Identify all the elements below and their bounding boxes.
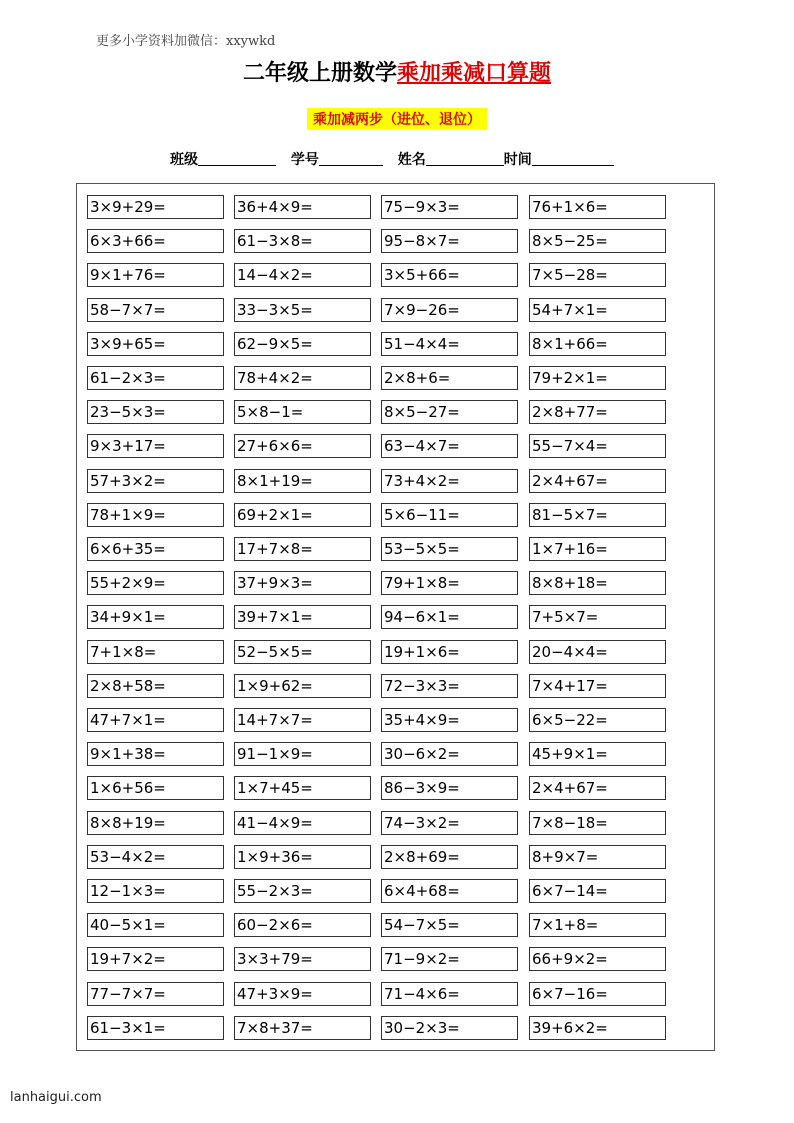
problem-cell: 7+1×8= [87, 640, 224, 664]
problem-cell: 5×6−11= [381, 503, 518, 527]
title-prefix: 二年级上册数学 [242, 61, 397, 86]
problem-cell: 1×9+36= [234, 845, 371, 869]
problem-cell: 52−5×5= [234, 640, 371, 664]
problem-cell: 7×1+8= [529, 913, 666, 937]
problem-cell: 8×8+18= [529, 571, 666, 595]
problem-cell: 53−4×2= [87, 845, 224, 869]
header-note: 更多小学资料加微信：xxywkd [96, 34, 276, 49]
problem-cell: 51−4×4= [381, 332, 518, 356]
student-info-row [170, 149, 614, 169]
problem-cell: 7×4+17= [529, 674, 666, 698]
problem-cell: 14+7×7= [234, 708, 371, 732]
problem-cell: 57+3×2= [87, 469, 224, 493]
problem-cell: 37+9×3= [234, 571, 371, 595]
footer-watermark: lanhaigui.com [10, 1090, 102, 1105]
problem-cell: 3×9+29= [87, 195, 224, 219]
problem-cell: 78+4×2= [234, 366, 371, 390]
page-title [0, 56, 794, 87]
problem-cell: 72−3×3= [381, 674, 518, 698]
problem-cell: 69+2×1= [234, 503, 371, 527]
problem-cell: 63−4×7= [381, 434, 518, 458]
problem-cell: 81−5×7= [529, 503, 666, 527]
problem-cell: 14−4×2= [234, 263, 371, 287]
problem-cell: 2×4+67= [529, 776, 666, 800]
problem-cell: 6×6+35= [87, 537, 224, 561]
problem-cell: 55−7×4= [529, 434, 666, 458]
problem-cell: 55−2×3= [234, 879, 371, 903]
problem-cell: 61−3×1= [87, 1016, 224, 1040]
problem-cell: 6×7−16= [529, 982, 666, 1006]
problem-cell: 20−4×4= [529, 640, 666, 664]
subtitle-wrap [0, 108, 794, 130]
problem-cell: 39+6×2= [529, 1016, 666, 1040]
problem-cell: 7×8−18= [529, 811, 666, 835]
class-blank[interactable] [198, 151, 276, 166]
problem-cell: 8×1+66= [529, 332, 666, 356]
problem-cell: 79+2×1= [529, 366, 666, 390]
problem-cell: 33−3×5= [234, 298, 371, 322]
problem-cell: 7×5−28= [529, 263, 666, 287]
problem-cell: 77−7×7= [87, 982, 224, 1006]
title-highlight: 乘加乘减口算题 [397, 61, 552, 86]
problem-cell: 73+4×2= [381, 469, 518, 493]
problem-cell: 62−9×5= [234, 332, 371, 356]
problem-cell: 54−7×5= [381, 913, 518, 937]
problem-cell: 30−6×2= [381, 742, 518, 766]
problem-cell: 91−1×9= [234, 742, 371, 766]
problem-cell: 39+7×1= [234, 605, 371, 629]
problem-cell: 61−3×8= [234, 229, 371, 253]
problem-cell: 2×8+6= [381, 366, 518, 390]
problem-cell: 8×5−25= [529, 229, 666, 253]
problem-cell: 41−4×9= [234, 811, 371, 835]
problem-cell: 34+9×1= [87, 605, 224, 629]
problem-cell: 8×8+19= [87, 811, 224, 835]
problem-cell: 86−3×9= [381, 776, 518, 800]
problem-cell: 19+7×2= [87, 947, 224, 971]
problem-cell: 76+1×6= [529, 195, 666, 219]
name-label: 姓名 [397, 152, 426, 168]
problem-cell: 40−5×1= [87, 913, 224, 937]
problem-cell: 6×3+66= [87, 229, 224, 253]
time-label: 时间 [503, 152, 532, 168]
problem-cell: 55+2×9= [87, 571, 224, 595]
problem-cell: 1×9+62= [234, 674, 371, 698]
problem-cell: 75−9×3= [381, 195, 518, 219]
problem-cell: 8×5−27= [381, 400, 518, 424]
problem-cell: 58−7×7= [87, 298, 224, 322]
problem-cell: 71−4×6= [381, 982, 518, 1006]
problem-cell: 6×5−22= [529, 708, 666, 732]
problem-cell: 7×9−26= [381, 298, 518, 322]
problem-cell: 2×8+69= [381, 845, 518, 869]
problem-cell: 78+1×9= [87, 503, 224, 527]
problem-cell: 3×3+79= [234, 947, 371, 971]
problem-cell: 19+1×6= [381, 640, 518, 664]
problem-cell: 12−1×3= [87, 879, 224, 903]
problem-cell: 95−8×7= [381, 229, 518, 253]
id-blank[interactable] [319, 151, 383, 166]
problem-cell: 30−2×3= [381, 1016, 518, 1040]
problem-cell: 79+1×8= [381, 571, 518, 595]
problem-cell: 1×7+45= [234, 776, 371, 800]
problem-cell: 3×9+65= [87, 332, 224, 356]
subtitle: 乘加减两步（进位、退位） [307, 108, 487, 130]
problem-cell: 1×6+56= [87, 776, 224, 800]
problem-cell: 9×3+17= [87, 434, 224, 458]
problem-cell: 23−5×3= [87, 400, 224, 424]
problem-cell: 54+7×1= [529, 298, 666, 322]
problem-cell: 2×8+77= [529, 400, 666, 424]
problem-cell: 94−6×1= [381, 605, 518, 629]
problem-cell: 5×8−1= [234, 400, 371, 424]
problem-cell: 8+9×7= [529, 845, 666, 869]
problem-cell: 7+5×7= [529, 605, 666, 629]
problem-cell: 6×4+68= [381, 879, 518, 903]
problem-cell: 3×5+66= [381, 263, 518, 287]
problem-cell: 27+6×6= [234, 434, 371, 458]
id-label: 学号 [290, 152, 319, 168]
class-label: 班级 [170, 152, 198, 168]
problem-cell: 2×8+58= [87, 674, 224, 698]
problem-cell: 9×1+38= [87, 742, 224, 766]
problem-cell: 17+7×8= [234, 537, 371, 561]
problem-cell: 53−5×5= [381, 537, 518, 561]
problem-cell: 45+9×1= [529, 742, 666, 766]
problem-cell: 6×7−14= [529, 879, 666, 903]
problem-cell: 1×7+16= [529, 537, 666, 561]
problem-cell: 66+9×2= [529, 947, 666, 971]
problem-cell: 8×1+19= [234, 469, 371, 493]
problem-cell: 9×1+76= [87, 263, 224, 287]
problem-cell: 47+3×9= [234, 982, 371, 1006]
problem-cell: 2×4+67= [529, 469, 666, 493]
time-blank[interactable] [532, 151, 614, 166]
problem-cell: 35+4×9= [381, 708, 518, 732]
problem-cell: 36+4×9= [234, 195, 371, 219]
problem-cell: 74−3×2= [381, 811, 518, 835]
problem-cell: 61−2×3= [87, 366, 224, 390]
name-blank[interactable] [426, 151, 504, 166]
problem-cell: 71−9×2= [381, 947, 518, 971]
problem-cell: 7×8+37= [234, 1016, 371, 1040]
problem-cell: 47+7×1= [87, 708, 224, 732]
problem-cell: 60−2×6= [234, 913, 371, 937]
